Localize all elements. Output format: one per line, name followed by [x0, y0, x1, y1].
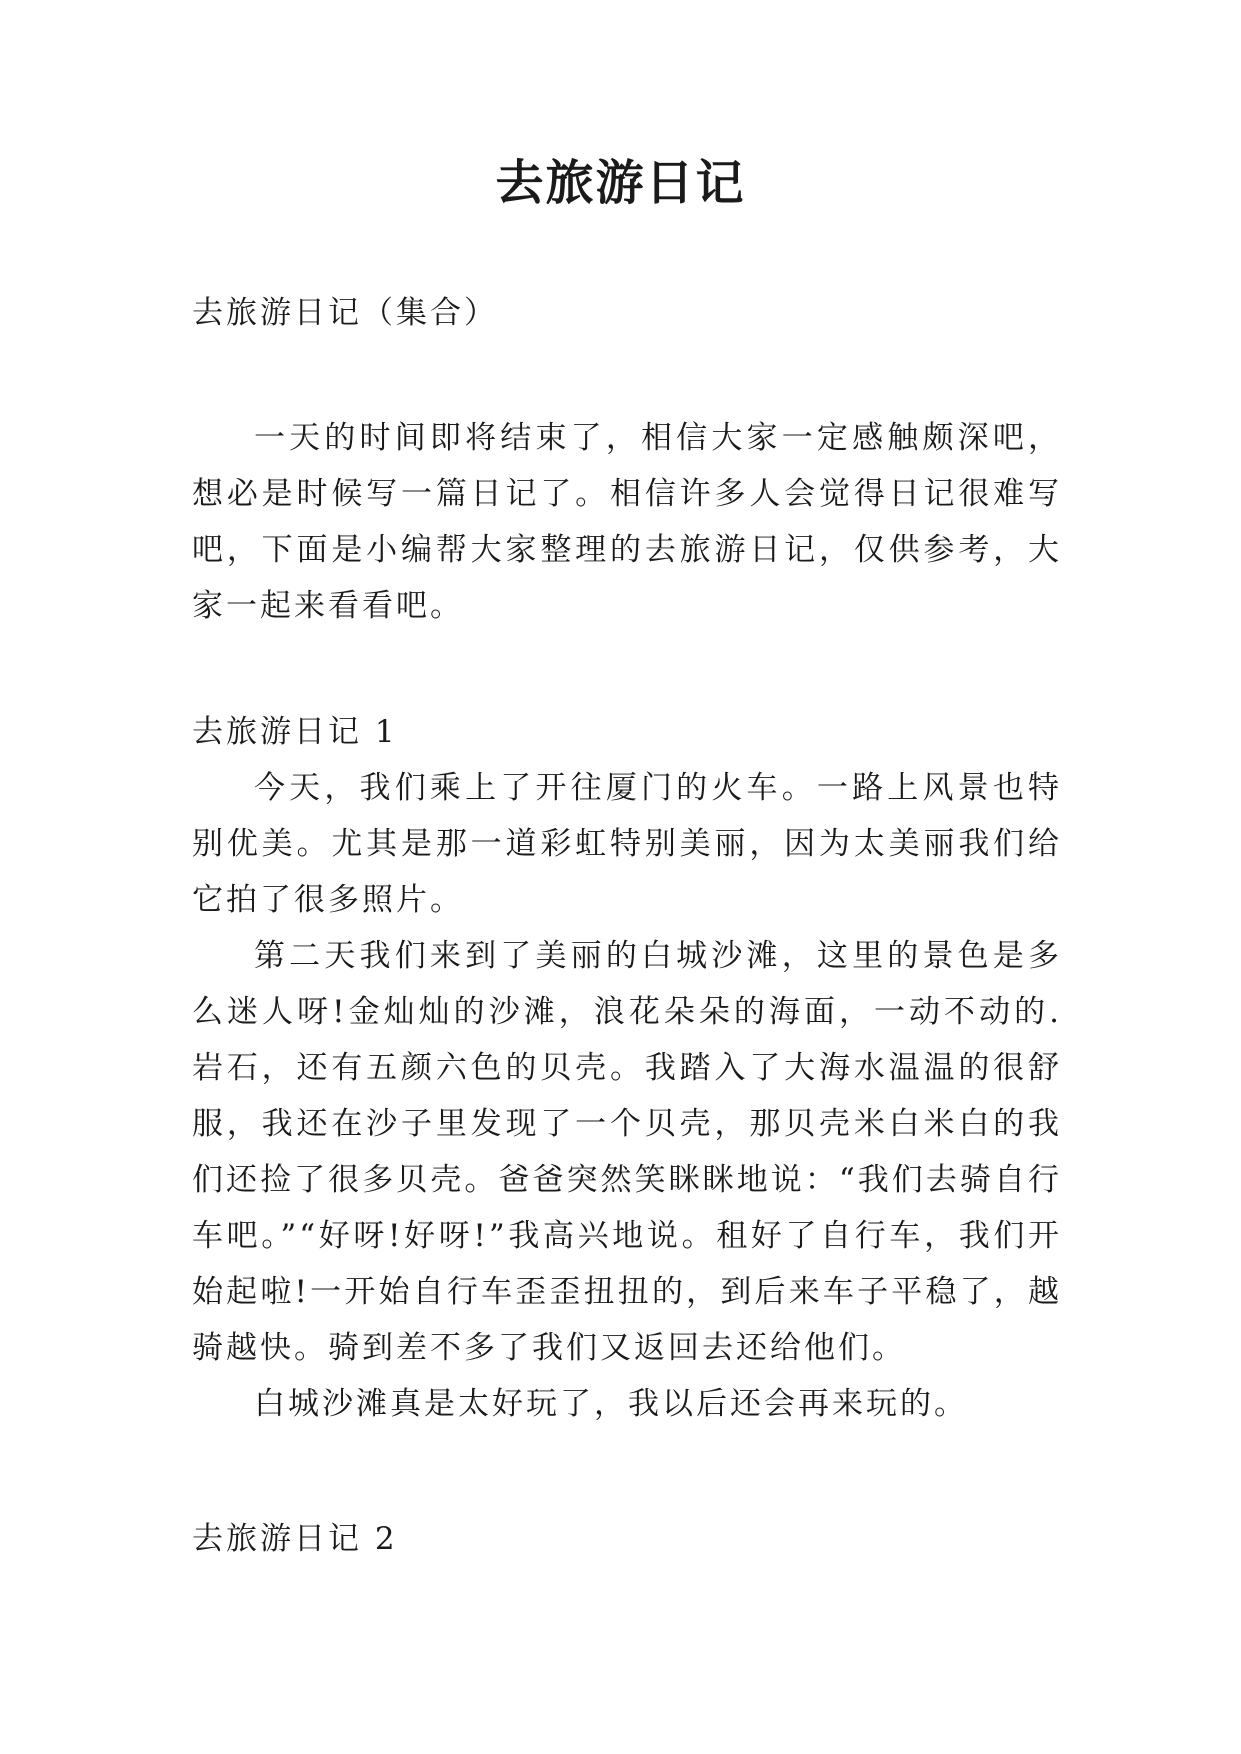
- document-title: 去旅游日记: [495, 155, 746, 211]
- spacer: [192, 341, 1062, 410]
- section-heading-1: 去旅游日记 1: [192, 714, 398, 750]
- section-1-paragraph-2: 第二天我们来到了美丽的白城沙滩，这里的景色是多么迷人呀!金灿灿的沙滩，浪花朵朵的海面，一动不动的.岩石，还有五颜六色的贝壳。我踏入了大海水温温的很舒服，我还在沙子里发现了一个贝壳，那贝壳米白米白的我们还捡了很多贝壳。爸爸突然笑眯眯地说：“我们去骑自行车吧。”“好呀!好呀!”我高兴地说。租好了自行车，我们开始起啦!一开始自行车歪歪扭扭的，到后来车子平稳了，越骑越快。骑到差不多了我们又返回去还给他们。: [192, 938, 1062, 1366]
- spacer: [192, 634, 1062, 704]
- section-1-paragraph-1: 今天，我们乘上了开往厦门的火车。一路上风景也特别优美。尤其是那一道彩虹特别美丽，因为太美丽我们给它拍了很多照片。: [192, 770, 1062, 918]
- spacer: [192, 1432, 1062, 1511]
- section-1-paragraph-3: 白城沙滩真是太好玩了，我以后还会再来玩的。: [254, 1386, 968, 1422]
- document-body: [192, 285, 1062, 1567]
- document-subtitle: 去旅游日记（集合）: [192, 295, 498, 331]
- intro-paragraph: 一天的时间即将结束了，相信大家一定感触颇深吧，想必是时候写一篇日记了。相信许多人会觉得日记很难写吧，下面是小编帮大家整理的去旅游日记，仅供参考，大家一起来看看吧。: [192, 420, 1062, 624]
- section-heading-2: 去旅游日记 2: [192, 1521, 398, 1557]
